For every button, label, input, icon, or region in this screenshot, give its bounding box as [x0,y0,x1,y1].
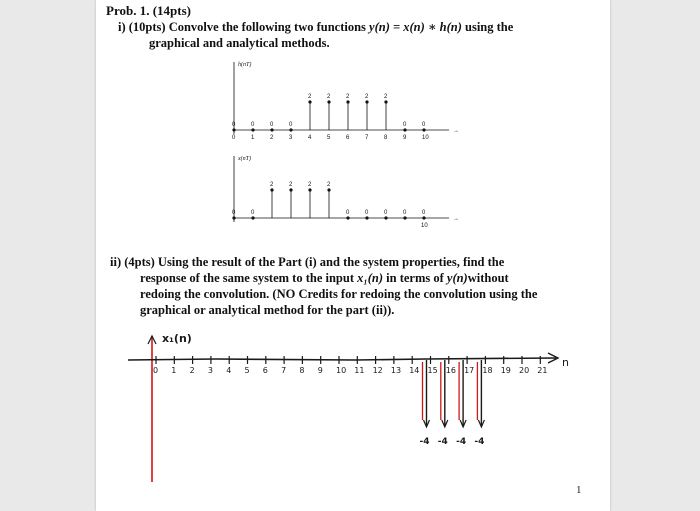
part-ii-text-a: response of the same system to the input [140,271,358,285]
stem-value-label: 0 [346,210,350,216]
stem-point [270,188,273,191]
page-number: 1 [576,484,582,496]
x1-tick-label: 16 [445,366,456,375]
stem-point [403,128,406,131]
stem-value-label: 2 [365,94,369,100]
tick-label: 9 [403,135,407,141]
stem-value-label: 0 [365,210,369,216]
convolution-equation: y(n) = x(n) ∗ h(n) [369,20,462,34]
stem-value-label: 0 [289,122,293,128]
stem-value-label: 2 [346,94,350,100]
stem-value-label: 2 [308,182,312,188]
x1-tick-label: 5 [244,366,250,375]
stem-point [289,188,292,191]
x1-tick-label: 14 [409,366,420,375]
x1-tick-label: 2 [189,366,195,375]
tick-label: 3 [289,135,293,141]
x-stem-plot [226,152,466,237]
x1-tick-label: 1 [171,366,177,375]
stem-point [422,128,425,131]
tick-label: 10 [422,135,429,141]
h-stem-plot [226,58,466,148]
tick-label: 7 [365,135,369,141]
x1-tick-label: 7 [281,366,287,375]
stem-point [346,216,349,219]
tick-label: 6 [346,135,350,141]
part-ii-text-c: without [467,271,509,285]
stem-point [251,216,254,219]
stem-point [422,216,425,219]
stem-point [232,216,235,219]
stem-point [232,128,235,131]
x1-tick-label: 3 [207,366,213,375]
part-ii-line-1: ii) (4pts) Using the result of the Part (i) and the system properties, find the [110,255,505,269]
x1-stem-value-label: -4 [456,437,467,447]
x1-tick-label: 4 [226,366,232,375]
stem-point [289,128,292,131]
stem-point [308,188,311,191]
x1-hand-drawn-plot [96,322,610,492]
output-y-symbol: y(n) [446,271,468,285]
tick-label: 8 [384,135,388,141]
problem-title: Prob. 1. (14pts) [106,3,191,18]
x1-tick-label: 6 [262,366,268,375]
stem-point [308,100,311,103]
x1-tick-label: 10 [336,366,347,375]
part-i-line-1 [118,20,513,34]
part-ii-text-b: in terms of [383,271,447,285]
x1-tick-label: 11 [354,366,365,375]
stem-value-label: 0 [251,122,255,128]
tick-label: 5 [327,135,331,141]
stem-point [327,100,330,103]
x1-x-axis-label: n [562,356,569,369]
stem-value-label: 0 [403,210,407,216]
x1-tick-label: 0 [153,366,159,375]
part-i-line-2: graphical and analytical methods. [149,36,330,50]
stem-point [346,100,349,103]
stem-value-label: 2 [384,94,388,100]
stem-point [365,216,368,219]
axis-arrow: → [453,216,459,222]
stem-value-label: 0 [270,122,274,128]
x1-tick-label: 18 [482,366,493,375]
stem-value-label: 0 [403,122,407,128]
x1-tick-label: 12 [372,366,383,375]
x1-tick-label: 9 [317,366,323,375]
stem-point [270,128,273,131]
x1-stem-value-label: -4 [437,437,448,447]
stem-value-label: 0 [422,210,426,216]
tick-label: 2 [270,135,274,141]
x1-tick-label: 15 [427,366,438,375]
stem-value-label: 2 [327,182,331,188]
stem-value-label: 0 [232,210,236,216]
tick-label: 10 [421,223,428,229]
stem-point [403,216,406,219]
input-x1-symbol: x₁(n) [357,271,384,285]
x1-stem-value-label: -4 [474,437,485,447]
part-i-text-b: using the [461,20,514,34]
stem-value-label: 2 [308,94,312,100]
part-i-text-a: i) (10pts) Convolve the following two functions [118,20,370,34]
stem-value-label: 0 [251,210,255,216]
x1-tick-label: 13 [390,366,402,375]
x1-tick-label: 20 [519,366,530,375]
stem-value-label: 0 [384,210,388,216]
x1-tick-label: 21 [537,366,548,375]
x1-tick-label: 19 [500,366,511,375]
stem-value-label: 2 [327,94,331,100]
stem-value-label: 2 [270,182,274,188]
part-ii-line-4: graphical or analytical method for the part (ii)). [140,303,395,317]
tick-label: 4 [308,135,312,141]
x1-tick-label: 8 [299,366,305,375]
stem-value-label: 0 [422,122,426,128]
y-axis-label: h(nT) [238,62,252,68]
tick-label: 0 [232,135,236,141]
stem-value-label: 0 [232,122,236,128]
stem-point [365,100,368,103]
axis-arrow: → [453,128,459,134]
document-page [96,0,610,511]
stem-point [251,128,254,131]
stem-point [327,188,330,191]
part-ii-line-3: redoing the convolution. (NO Credits for redoing the convolution using the [140,287,538,301]
tick-label: 1 [251,135,255,141]
stem-point [384,216,387,219]
part-ii-line-2 [140,271,509,285]
x1-stem-value-label: -4 [419,437,430,447]
x1-y-axis-label: x₁(n) [162,332,192,345]
x1-tick-label: 17 [464,366,475,375]
y-axis-label: x(nT) [238,156,251,162]
stem-point [384,100,387,103]
stem-value-label: 2 [289,182,293,188]
